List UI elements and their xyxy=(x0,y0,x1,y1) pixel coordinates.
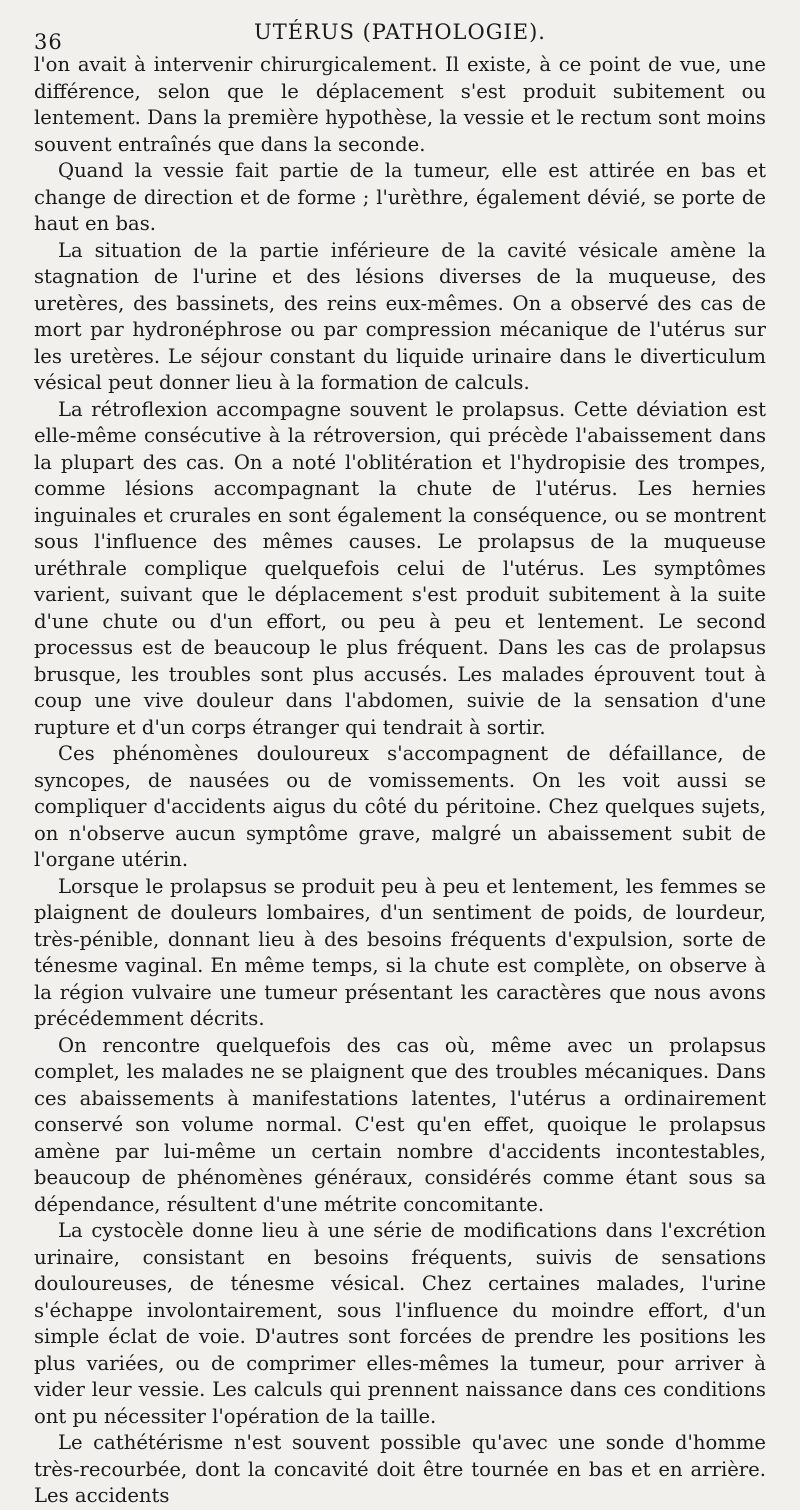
body-text xyxy=(34,52,766,1510)
paragraph-1: l'on avait à intervenir chirurgicalement. Il existe, à ce point de vue, une différence, selon que le déplacement s'est produit subitement ou lentement. Dans la première hypothèse, la vessie et le rectum sont moins souvent entraînés que dans la seconde. xyxy=(34,53,766,156)
page-header xyxy=(34,16,766,52)
paragraph-6: Lorsque le prolapsus se produit peu à peu et lentement, les femmes se plaignent de douleurs lombaires, d'un sentiment de poids, de lourdeur, très-pénible, donnant lieu à des besoins fréquents d'expulsion, sorte de ténesme vaginal. En même temps, si la chute est complète, on observe à la région vulvaire une tumeur présentant les caractères que nous avons précédemment décrits. xyxy=(34,874,766,1030)
running-title: UTÉRUS (PATHOLOGIE). xyxy=(254,20,546,44)
paragraph-2: Quand la vessie fait partie de la tumeur, elle est attirée en bas et change de direction et de forme ; l'urèthre, également dévié, se porte de haut en bas. xyxy=(34,159,766,235)
paragraph-9: Le cathétérisme n'est souvent possible qu'avec une sonde d'homme très-recourbée, dont la concavité doit être tournée en bas et en arrière. Les accidents xyxy=(34,1431,766,1507)
paragraph-7: On rencontre quelquefois des cas où, même avec un prolapsus complet, les malades ne se plaignent que des troubles mécaniques. Dans ces abaissements à manifestations latentes, l'utérus a ordinairement conservé son volume normal. C'est qu'en effet, quoique le prolapsus amène par lui-même un certain nombre d'accidents incontestables, beaucoup de phénomènes généraux, considérés comme étant sous sa dépendance, résultent d'une métrite concomitante. xyxy=(34,1033,766,1216)
paragraph-3: La situation de la partie inférieure de la cavité vésicale amène la stagnation de l'urine et des lésions diverses de la muqueuse, des uretères, des bassinets, des reins eux-mêmes. On a observé des cas de mort par hydronéphrose ou par compression mécanique de l'utérus sur les uretères. Le séjour constant du liquide urinaire dans le diverticulum vésical peut donner lieu à la formation de calculs. xyxy=(34,238,766,394)
paragraph-4: La rétroflexion accompagne souvent le prolapsus. Cette déviation est elle-même consécutive à la rétroversion, qui précède l'abaissement dans la plupart des cas. On a noté l'oblitération et l'hydropisie des trompes, comme lésions accompagnant la chute de l'utérus. Les hernies inguinales et crurales en sont également la conséquence, ou se montrent sous l'influence des mêmes causes. Le prolapsus de la muqueuse uréthrale complique quelquefois celui de l'utérus. Les symptômes varient, suivant que le déplacement s'est produit subitement à la suite d'une chute ou d'un effort, ou peu à peu et lentement. Le second processus est de beaucoup le plus fréquent. Dans les cas de prolapsus brusque, les troubles sont plus accusés. Les malades éprouvent tout à coup une vive douleur dans l'abdomen, suivie de la sensation d'une rupture et d'un corps étranger qui tendrait à sortir. xyxy=(34,397,766,739)
page-number: 36 xyxy=(34,30,63,54)
paragraph-5: Ces phénomènes douloureux s'accompagnent de défaillance, de syncopes, de nausées ou de vomissements. On les voit aussi se compliquer d'accidents aigus du côté du péritoine. Chez quelques sujets, on n'observe aucun symptôme grave, malgré un abaissement subit de l'organe utérin. xyxy=(34,742,766,871)
paragraph-8: La cystocèle donne lieu à une série de modifications dans l'excrétion urinaire, consistant en besoins fréquents, suivis de sensations douloureuses, de ténesme vésical. Chez certaines malades, l'urine s'échappe involontairement, sous l'influence du moindre effort, d'un simple éclat de voie. D'autres sont forcées de prendre les positions les plus variées, ou de comprimer elles-mêmes la tumeur, pour arriver à vider leur vessie. Les calculs qui prennent naissance dans ces conditions ont pu nécessiter l'opération de la taille. xyxy=(34,1219,766,1428)
